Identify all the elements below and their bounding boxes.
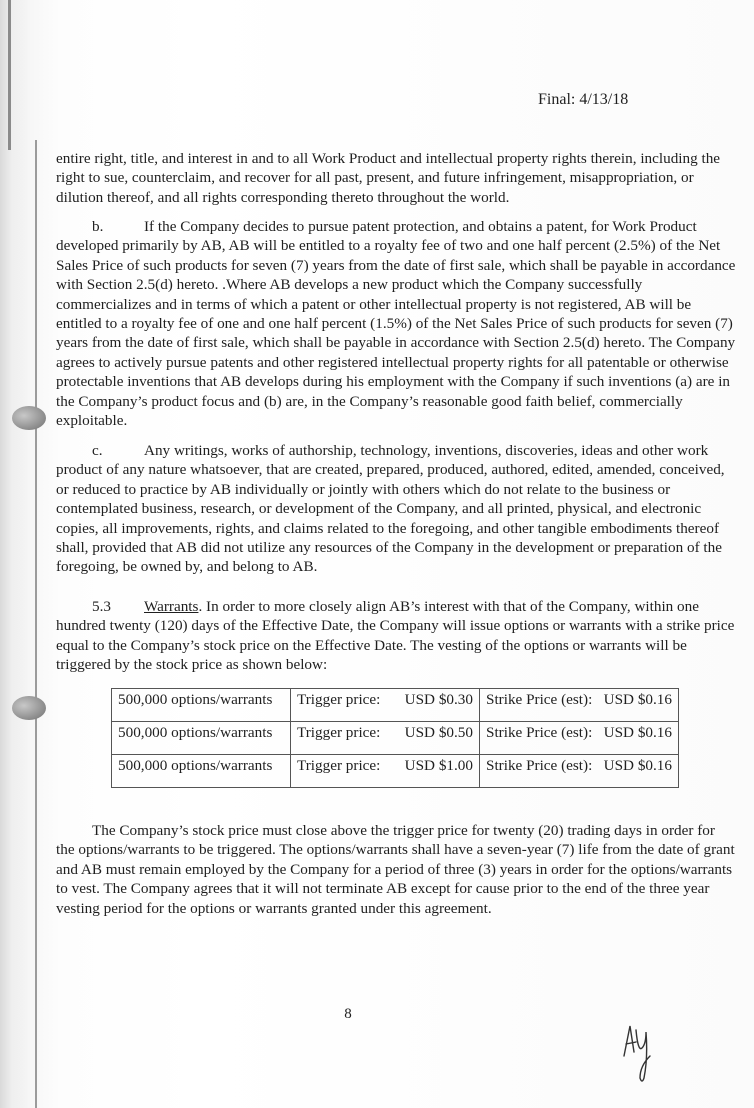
trigger-price-cell [291,755,480,788]
trigger-label: Trigger price: [297,757,381,774]
paragraph-b-text: If the Company decides to pursue patent protection, and obtains a patent, for Work Product developed primarily by AB, AB will be entitled to a royalty fee of two and one half percent (2.5%) of the Net Sales Price of such products for seven (7) years from the date of first sale, which shall be payable in accordance with Section 2.5(d) hereto. .Where AB develops a new product which the Company successfully commercializes and in terms of which a patent or other intellectual property is not registered, AB will be entitled to a royalty fee of one and one half percent (1.5%) of the Net Sales Price of such products for seven (7) years from the date of first sale, which shall be payable in accordance with Section 2.5(d) hereto. The Company agrees to actively pursue patents and other registered intellectual property rights for all patentable or otherwise protectable inventions that AB develops during his employment with the Company if such inventions (a) are in the Company’s product focus and (b) are, in the Company’s reasonable good faith belief, commercially exploitable. [56,218,736,430]
quantity-cell: 500,000 options/warrants [112,722,291,755]
warrants-table [111,688,679,788]
strike-value: USD $0.16 [603,757,672,774]
paragraph-vesting-text: The Company’s stock price must close above the trigger price for twenty (20) trading days in order for the options/warrants to be triggered. The options/warrants shall have a seven-year (7) life from the date of grant and AB must remain employed by the Company for a period of three (3) years in order for the options/warrants to vest. The Company agrees that it will not terminate AB except for cause prior to the end of the three year vesting period for the options or warrants granted under this agreement. [56,822,735,917]
strike-label: Strike Price (est): [486,757,593,774]
signature-initials-icon [620,1022,660,1086]
section-title: Warrants [144,598,199,615]
page-number: 8 [344,1006,352,1022]
strike-label: Strike Price (est): [486,724,593,741]
paragraph-c-text: Any writings, works of authorship, technology, inventions, discoveries, ideas and other work product of any nature whatsoever, that are created, prepared, produced, authored, edited, amended, conceived, or reduced to practice by AB individually or jointly with others which do not relate to the business or contemplated business, research, or development of the Company, and all printed, physical, and electronic copies, all improvements, rights, and claims related to the foregoing, and other tangible embodiments thereof shall, provided that AB did not utilize any resources of the Company in the development or preparation of the foregoing, be owned by, and belong to AB. [56,442,725,576]
paragraph-intro: entire right, title, and interest in and to all Work Product and intellectual property rights therein, including the right to sue, counterclaim, and recover for all past, present, and future infringement, misappropriation, or dilution thereof, and all rights corresponding thereto throughout the world. [56,150,721,206]
binder-shadow [0,0,30,1108]
trigger-value: USD $0.30 [404,691,473,708]
trigger-price-cell [291,689,480,722]
punch-hole-icon [12,406,46,430]
strike-label: Strike Price (est): [486,691,593,708]
trigger-value: USD $0.50 [404,724,473,741]
binding-line [35,140,37,1108]
trigger-label: Trigger price: [297,724,381,741]
page-edge [8,0,11,150]
trigger-price-cell [291,722,480,755]
strike-price-cell [480,689,679,722]
paragraph-c-label: c. [92,442,103,459]
strike-value: USD $0.16 [603,724,672,741]
quantity-cell: 500,000 options/warrants [112,689,291,722]
paragraph-b [56,217,736,430]
paragraph-b-label: b. [92,218,104,235]
quantity-cell: 500,000 options/warrants [112,755,291,788]
section-5-3 [56,597,736,675]
trigger-value: USD $1.00 [404,757,473,774]
trigger-label: Trigger price: [297,691,381,708]
table-row [112,689,679,722]
document-date: Final: 4/13/18 [538,91,629,108]
table-row [112,722,679,755]
section-text: . In order to more closely align AB’s interest with that of the Company, within one hundred twenty (120) days of the Effective Date, the Company will issue options or warrants with a strike price equal to the Company’s stock price on the Effective Date. The vesting of the options or warrants will be triggered by the stock price as shown below: [56,598,735,674]
punch-hole-icon [12,696,46,720]
paragraph-c [56,441,736,577]
strike-value: USD $0.16 [603,691,672,708]
strike-price-cell [480,755,679,788]
table-row [112,755,679,788]
strike-price-cell [480,722,679,755]
section-number: 5.3 [92,598,111,615]
paragraph-vesting [56,821,736,918]
